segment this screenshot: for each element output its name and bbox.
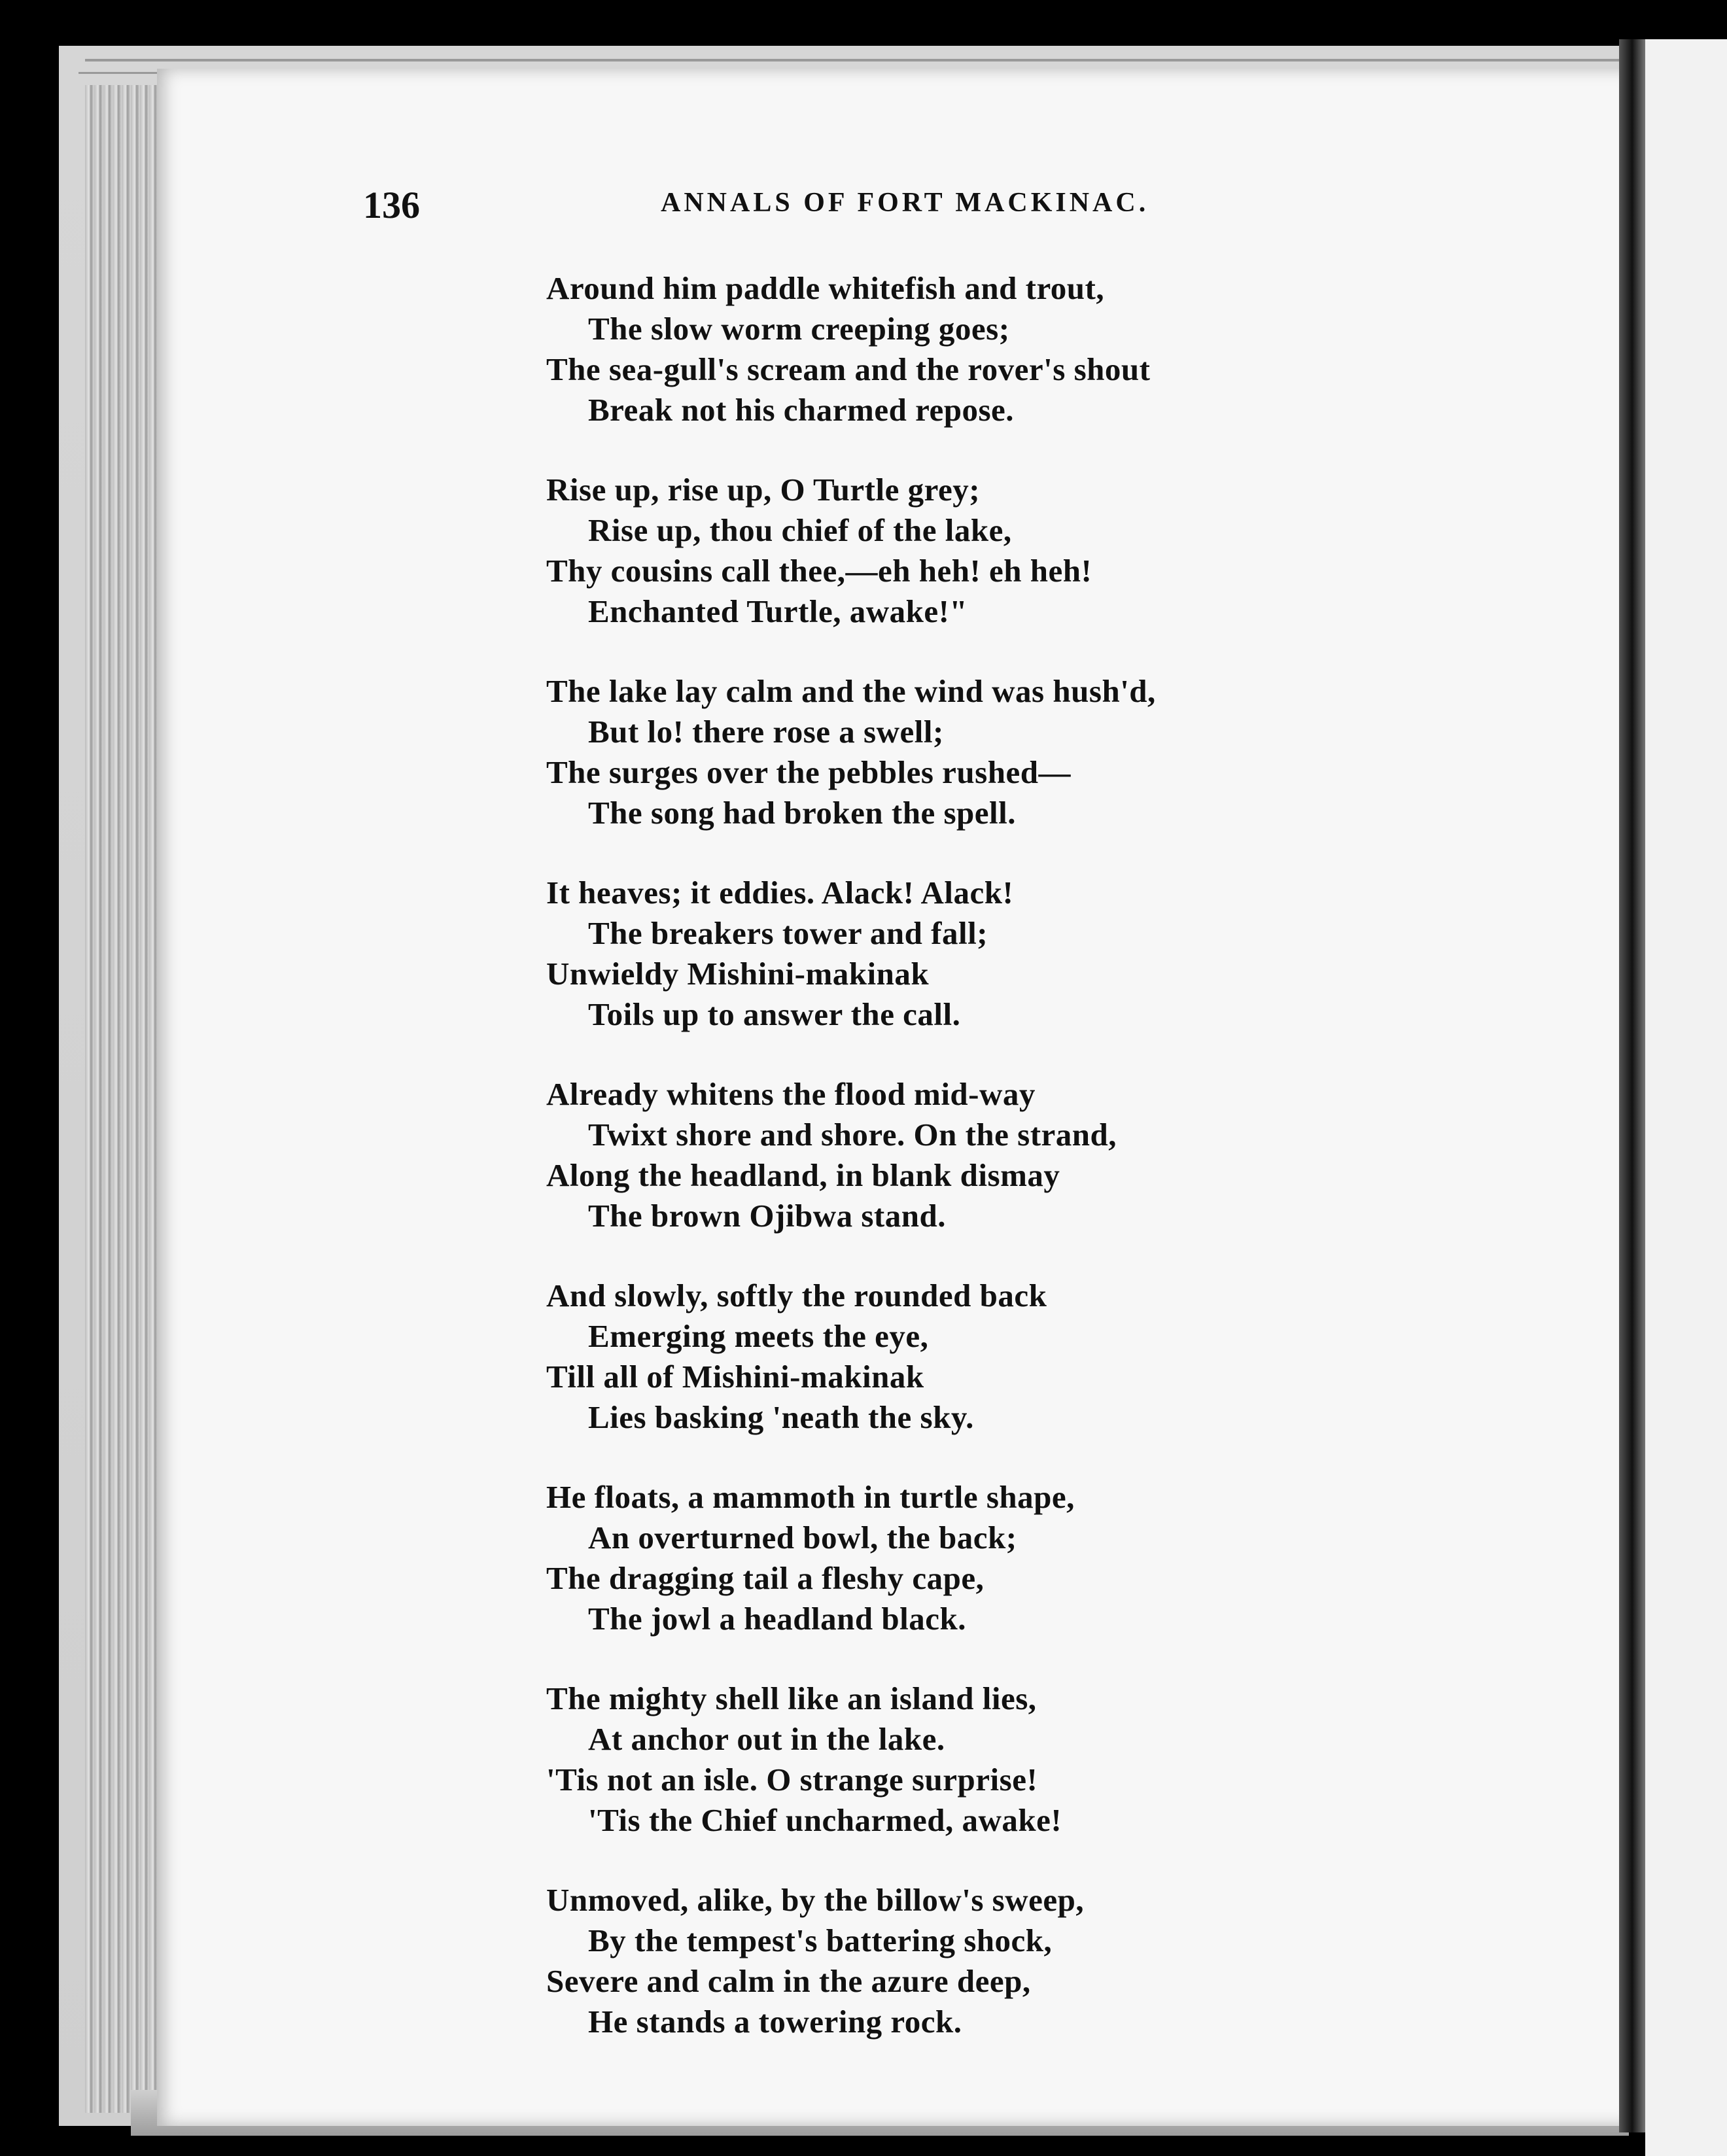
poem-line: The sea-gull's scream and the rover's shout: [546, 351, 1151, 387]
poem-line: Till all of Mishini-makinak: [546, 1359, 924, 1395]
poem-line: Rise up, thou chief of the lake,: [588, 512, 1012, 548]
poem-line: Around him paddle whitefish and trout,: [546, 270, 1105, 306]
poem-line: Twixt shore and shore. On the strand,: [588, 1117, 1117, 1153]
stanza: [546, 873, 1364, 1035]
stanza: [546, 671, 1364, 833]
stanza: [546, 268, 1364, 430]
poem-line: Lies basking 'neath the sky.: [588, 1399, 974, 1435]
poem-line: Toils up to answer the call.: [588, 996, 961, 1032]
poem-line: Thy cousins call thee,—eh heh! eh heh!: [546, 553, 1092, 589]
stanza: [546, 1678, 1364, 1841]
stanza: [546, 1477, 1364, 1639]
poem-line: But lo! there rose a swell;: [588, 714, 944, 750]
poem-line: The breakers tower and fall;: [588, 915, 988, 951]
stanza: [546, 1880, 1364, 2042]
poem-line: He floats, a mammoth in turtle shape,: [546, 1479, 1075, 1515]
poem-line: Break not his charmed repose.: [588, 392, 1015, 428]
poem-line: Rise up, rise up, O Turtle grey;: [546, 472, 981, 508]
poem-line: The dragging tail a fleshy cape,: [546, 1560, 985, 1596]
page-edges: [85, 85, 164, 2113]
poem-line: At anchor out in the lake.: [588, 1721, 945, 1757]
stanza: [546, 1276, 1364, 1438]
poem-line: Unwieldy Mishini-makinak: [546, 956, 930, 992]
poem-line: Enchanted Turtle, awake!": [588, 593, 968, 629]
facing-page-edge: [1645, 39, 1727, 2156]
poem-line: The mighty shell like an island lies,: [546, 1680, 1037, 1716]
poem-line: And slowly, softly the rounded back: [546, 1278, 1047, 1313]
poem-line: Severe and calm in the azure deep,: [546, 1963, 1031, 1999]
poem-line: Unmoved, alike, by the billow's sweep,: [546, 1882, 1085, 1918]
poem-line: The surges over the pebbles rushed—: [546, 754, 1072, 790]
poem-line: An overturned bowl, the back;: [588, 1520, 1017, 1556]
poem-line: Along the headland, in blank dismay: [546, 1157, 1060, 1193]
page-number: 136: [363, 184, 420, 226]
poem-line: It heaves; it eddies. Alack! Alack!: [546, 875, 1014, 911]
poem: [546, 268, 1364, 2081]
page-stack-line: [85, 59, 1681, 61]
poem-line: 'Tis not an isle. O strange surprise!: [546, 1762, 1038, 1798]
book-gutter: [1619, 39, 1645, 2132]
stanza: [546, 1074, 1364, 1236]
poem-line: The lake lay calm and the wind was hush'd,: [546, 673, 1156, 709]
poem-line: The brown Ojibwa stand.: [588, 1198, 947, 1234]
poem-line: By the tempest's battering shock,: [588, 1922, 1053, 1958]
poem-line: The jowl a headland black.: [588, 1601, 966, 1637]
poem-line: Already whitens the flood mid-way: [546, 1076, 1036, 1112]
poem-line: 'Tis the Chief uncharmed, awake!: [588, 1802, 1062, 1838]
poem-line: He stands a towering rock.: [588, 2004, 962, 2040]
stanza: [546, 470, 1364, 632]
poem-line: Emerging meets the eye,: [588, 1318, 929, 1354]
poem-line: The song had broken the spell.: [588, 795, 1016, 831]
page-header: [363, 183, 1312, 235]
running-head: ANNALS OF FORT MACKINAC.: [661, 188, 1149, 218]
poem-line: The slow worm creeping goes;: [588, 311, 1010, 347]
